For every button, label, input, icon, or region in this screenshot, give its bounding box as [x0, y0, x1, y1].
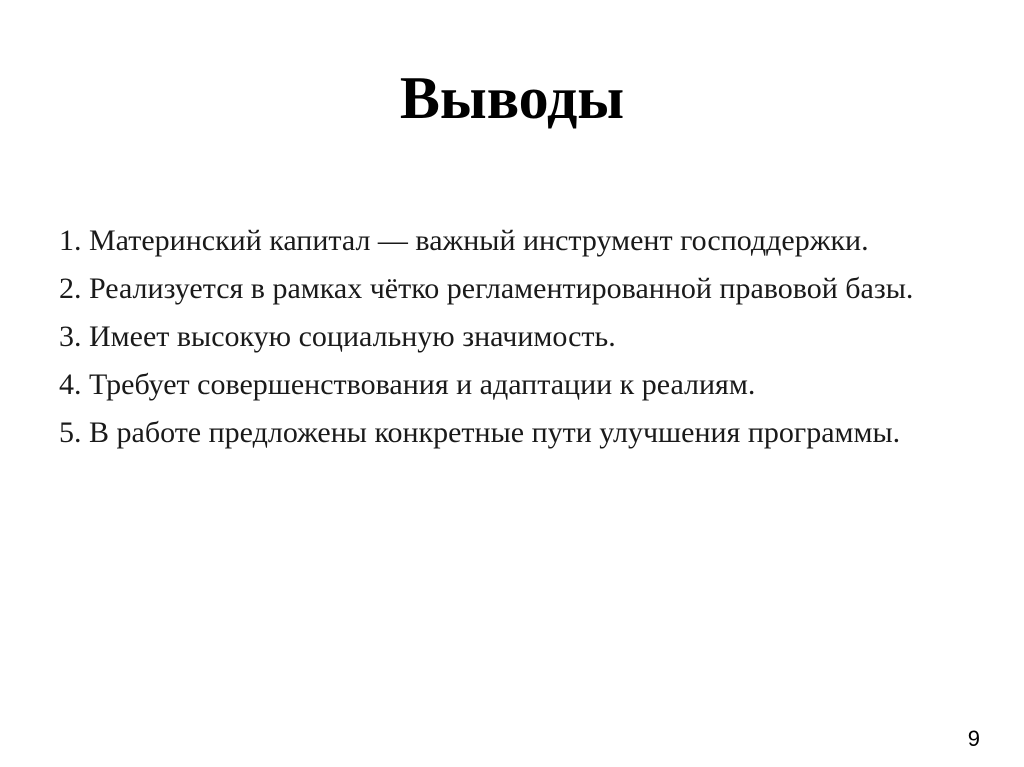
conclusion-item-4: 4. Требует совершенствования и адаптации к реалиям. [59, 368, 756, 401]
conclusion-item-2: 2. Реализуется в рамках чётко регламентированной правовой базы. [59, 272, 914, 305]
conclusion-item-5: 5. В работе предложены конкретные пути улучшения программы. [59, 416, 901, 449]
page-number: 9 [967, 726, 980, 751]
conclusions-list [59, 222, 999, 462]
conclusion-item-1: 1. Материнский капитал — важный инструмент господдержки. [59, 224, 869, 257]
slide-title: Выводы [399, 65, 625, 131]
conclusion-item-3: 3. Имеет высокую социальную значимость. [59, 320, 616, 353]
